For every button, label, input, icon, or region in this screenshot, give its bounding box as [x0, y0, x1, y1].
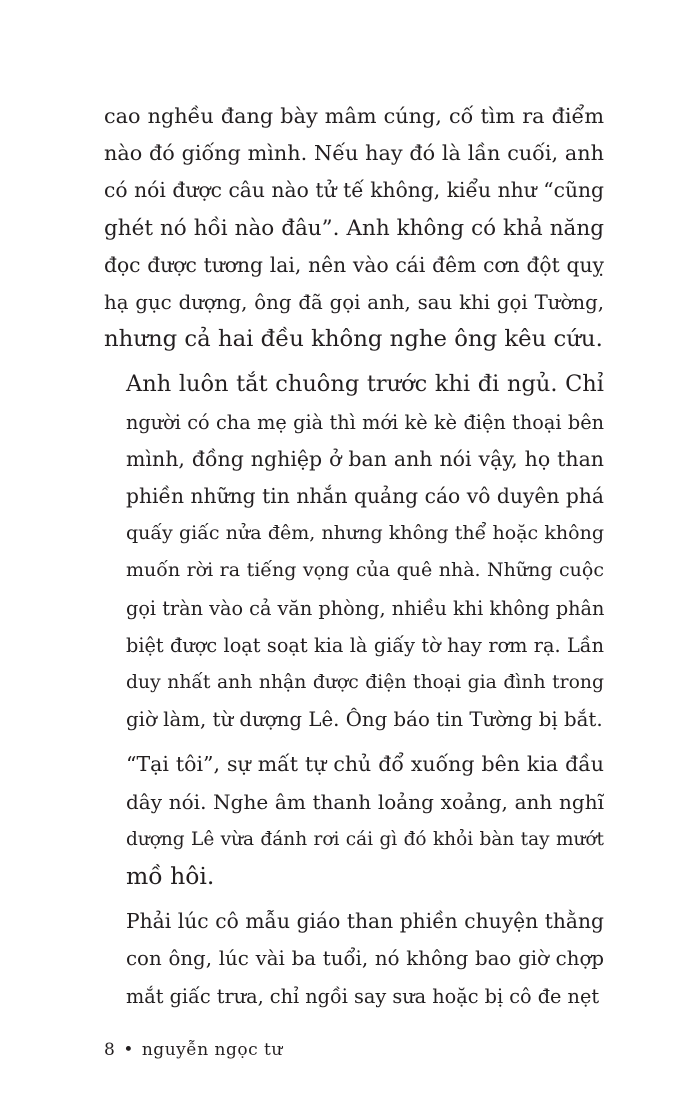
text-line: muốn rời ra tiếng vọng của quê nhà. Những cuộc: [126, 559, 604, 582]
text-line: con ông, lúc vài ba tuổi, nó không bao giờ chợp: [126, 947, 604, 971]
text-line: có nói được câu nào tử tế không, kiểu như “cũng: [104, 178, 604, 203]
text-line: cao nghều đang bày mâm cúng, cố tìm ra điểm: [104, 104, 604, 128]
text-line: biệt được loạt soạt kia là giấy tờ hay rơm rạ. Lần: [126, 633, 604, 657]
text-line: gọi tràn vào cả văn phòng, nhiều khi không phân: [126, 596, 605, 620]
text-line: quấy giấc nửa đêm, nhưng không thể hoặc không: [126, 522, 604, 545]
text-line: mồ hôi.: [126, 862, 215, 891]
text-line: “Tại tôi”, sự mất tự chủ đổ xuống bên kia đầu: [126, 752, 604, 777]
text-line: mắt giấc trưa, chỉ ngồi say sưa hoặc bị cô đe nẹt: [126, 984, 600, 1008]
body-text: [104, 98, 604, 1015]
text-line: hạ gục dượng, ông đã gọi anh, sau khi gọi Tường,: [104, 291, 604, 315]
paragraph: [104, 366, 604, 738]
page-number: 8: [104, 1040, 116, 1060]
paragraph: [104, 98, 604, 358]
paragraph: [104, 746, 604, 895]
text-line: nào đó giống mình. Nếu hay đó là lần cuối, anh: [104, 141, 604, 166]
text-line: Phải lúc cô mẫu giáo than phiền chuyện thằng: [126, 909, 604, 934]
text-line: dây nói. Nghe âm thanh loảng xoảng, anh nghĩ: [126, 789, 604, 814]
text-line: phiền những tin nhắn quảng cáo vô duyên phá: [126, 484, 604, 509]
author-name: nguyễn ngọc tư: [141, 1040, 283, 1060]
text-line: giờ làm, từ dượng Lê. Ông báo tin Tường bị bắt.: [126, 708, 603, 732]
text-line: mình, đồng nghiệp ở ban anh nói vậy, họ than: [126, 446, 604, 471]
footer-separator: •: [123, 1040, 134, 1060]
text-line: nhưng cả hai đều không nghe ông kêu cứu.: [104, 326, 603, 353]
text-line: ghét nó hồi nào đâu”. Anh không có khả năng: [104, 215, 604, 241]
text-line: dượng Lê vừa đánh rơi cái gì đó khỏi bàn tay mướt: [126, 828, 604, 850]
text-line: người có cha mẹ già thì mới kè kè điện thoại bên: [126, 410, 604, 434]
text-line: Anh luôn tắt chuông trước khi đi ngủ. Chỉ: [126, 371, 604, 398]
text-line: duy nhất anh nhận được điện thoại gia đình trong: [126, 672, 604, 694]
paragraph: [104, 903, 604, 1015]
page-footer: [104, 1040, 283, 1060]
text-line: đọc được tương lai, nên vào cái đêm cơn đột quỵ: [104, 252, 604, 277]
